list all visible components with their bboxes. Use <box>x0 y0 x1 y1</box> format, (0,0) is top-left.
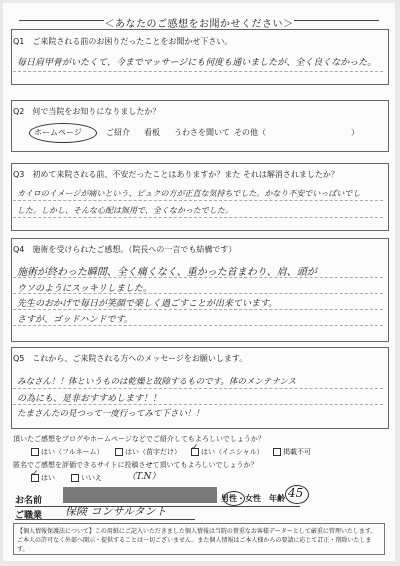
q6-line-1: 頂いたご感想をブログやホームページなどでご紹介してもよろしいでしょうか？ <box>13 435 265 443</box>
q4-rule-1 <box>13 277 383 278</box>
q2-option-referral[interactable]: ご紹介 <box>106 128 130 137</box>
privacy-notice: 【個人情報保護法について】この用紙にご記入いただきました個人情報は当院の貴重なお客様データーとして厳重に管理いたします。ご本人の許可なく外部へ開示・提供することは一切ございません。また個人情報はご本人様からの要請に応じて訂正・削除いたします。 <box>13 523 385 555</box>
q4-answer-line-3: 先生のおかげで毎日が笑顔で楽しく過ごすことが出来ています。 <box>17 299 278 309</box>
q2-label: Q2 何で当院をお知りになりましたか？ <box>13 107 161 116</box>
survey-sheet <box>3 3 395 561</box>
q6-option-initials[interactable] <box>191 443 264 457</box>
q6-option2-no[interactable] <box>71 473 102 483</box>
age-circle <box>285 485 309 504</box>
q4-rule-4 <box>13 325 383 326</box>
q2-option-homepage[interactable]: ホームページ <box>34 128 82 137</box>
checkbox[interactable] <box>31 448 39 456</box>
q6-option-surname[interactable] <box>115 447 181 457</box>
q6-option-fullname[interactable] <box>31 447 104 457</box>
initials-handwritten: （T.N） <box>127 472 161 482</box>
q6-option-initials-label: はい（イニシャル） <box>201 448 264 456</box>
q6-option2-no-label: いいえ <box>81 474 102 482</box>
checkbox[interactable] <box>71 474 79 482</box>
q3-answer-line-1: カイロのイメージが痛いという、ピュクの方が正直な気持ちでした。かなり不安でいっぱいでし <box>17 189 361 198</box>
q6-option-fullname-label: はい（フルネーム） <box>41 448 104 456</box>
job-value: 保険 コンサルタント <box>65 505 167 518</box>
q3-answer-line-2: した。しかし、そんな心配は無用で、全くなかったでした。 <box>17 206 233 215</box>
q6-option2-yes-label: はい <box>41 474 55 482</box>
q3-rule-2 <box>13 217 383 218</box>
q4-answer-line-1: 施術が終わった瞬間、全く痛くなく、重かった首まわり、肩、頭が <box>17 267 317 278</box>
checkbox[interactable] <box>273 448 281 456</box>
gender-label: 男性・女性 <box>221 494 261 503</box>
q6-option-surname-label: はい（苗字だけ） <box>125 448 181 456</box>
age-label: 年齢 <box>269 494 285 503</box>
job-label: ご職業 <box>15 511 43 521</box>
age-value: 45 <box>288 486 304 500</box>
q5-rule-2 <box>13 404 383 405</box>
check-mark-icon: ✓ <box>31 469 39 479</box>
q4-answer-line-2: ウソのようにスッキリしました。 <box>17 284 152 294</box>
q1-rule <box>13 71 383 72</box>
q4-answer-line-4: さすが、ゴッドハンドです。 <box>17 315 133 325</box>
q1-label: Q1 ご来院される前のお困りだったことをお聞かせ下さい。 <box>13 37 233 46</box>
checkbox-checked[interactable] <box>31 469 39 482</box>
name-redacted <box>63 487 217 503</box>
q2-option-signboard[interactable]: 看板 <box>144 128 160 137</box>
q5-rule-1 <box>13 388 383 389</box>
q2-option-rumor[interactable]: うわさを聞いて <box>174 128 230 137</box>
checkbox-checked[interactable] <box>191 443 199 456</box>
name-label: お名前 <box>15 496 43 506</box>
q6-option-not-allowed[interactable] <box>273 447 311 457</box>
check-mark-icon: ✓ <box>191 443 199 453</box>
q4-label: Q4 施術を受けられたご感想。（院長への一言でも結構です） <box>13 245 237 254</box>
q3-label: Q3 初めて来院される前、不安だったことはありますか？また それは解消されましたか？ <box>13 170 339 179</box>
checkbox[interactable] <box>115 448 123 456</box>
q4-rule-2 <box>13 293 383 294</box>
q6-line-2: 匿名でご感想を評価できるサイトに投稿させて頂いてもよろしいでしょうか？ <box>13 461 258 469</box>
q2-option-other[interactable]: その他（ <box>234 128 266 137</box>
sheet-title: ＜あなたのご感想をお聞かせください＞ <box>3 15 395 30</box>
q3-rule-1 <box>13 200 383 201</box>
gender-selected-circle <box>223 491 245 506</box>
q5-answer-line-3: たまさんたの見つって一度行ってみて下さい！！ <box>17 409 204 419</box>
q6-option2-yes[interactable] <box>31 469 55 483</box>
q4-rule-3 <box>13 309 383 310</box>
q1-answer: 毎日肩甲骨がいたくて、今までマッサージにも何度も通いましたが、全く良くなかった。 <box>17 58 377 68</box>
job-underline <box>15 519 195 520</box>
q5-label: Q5 これから、ご来院される方へのメッセージをお願いします。 <box>13 354 248 363</box>
q6-option-not-allowed-label: 掲載不可 <box>283 448 311 456</box>
q5-answer-line-2: の為にも、是非おすすめします！！ <box>17 394 162 404</box>
q2-close-paren: ） <box>351 128 359 137</box>
q5-answer-line-1: みなさん！！体というものは乾燥と故障するものです。体のメンテナンス <box>17 377 297 387</box>
